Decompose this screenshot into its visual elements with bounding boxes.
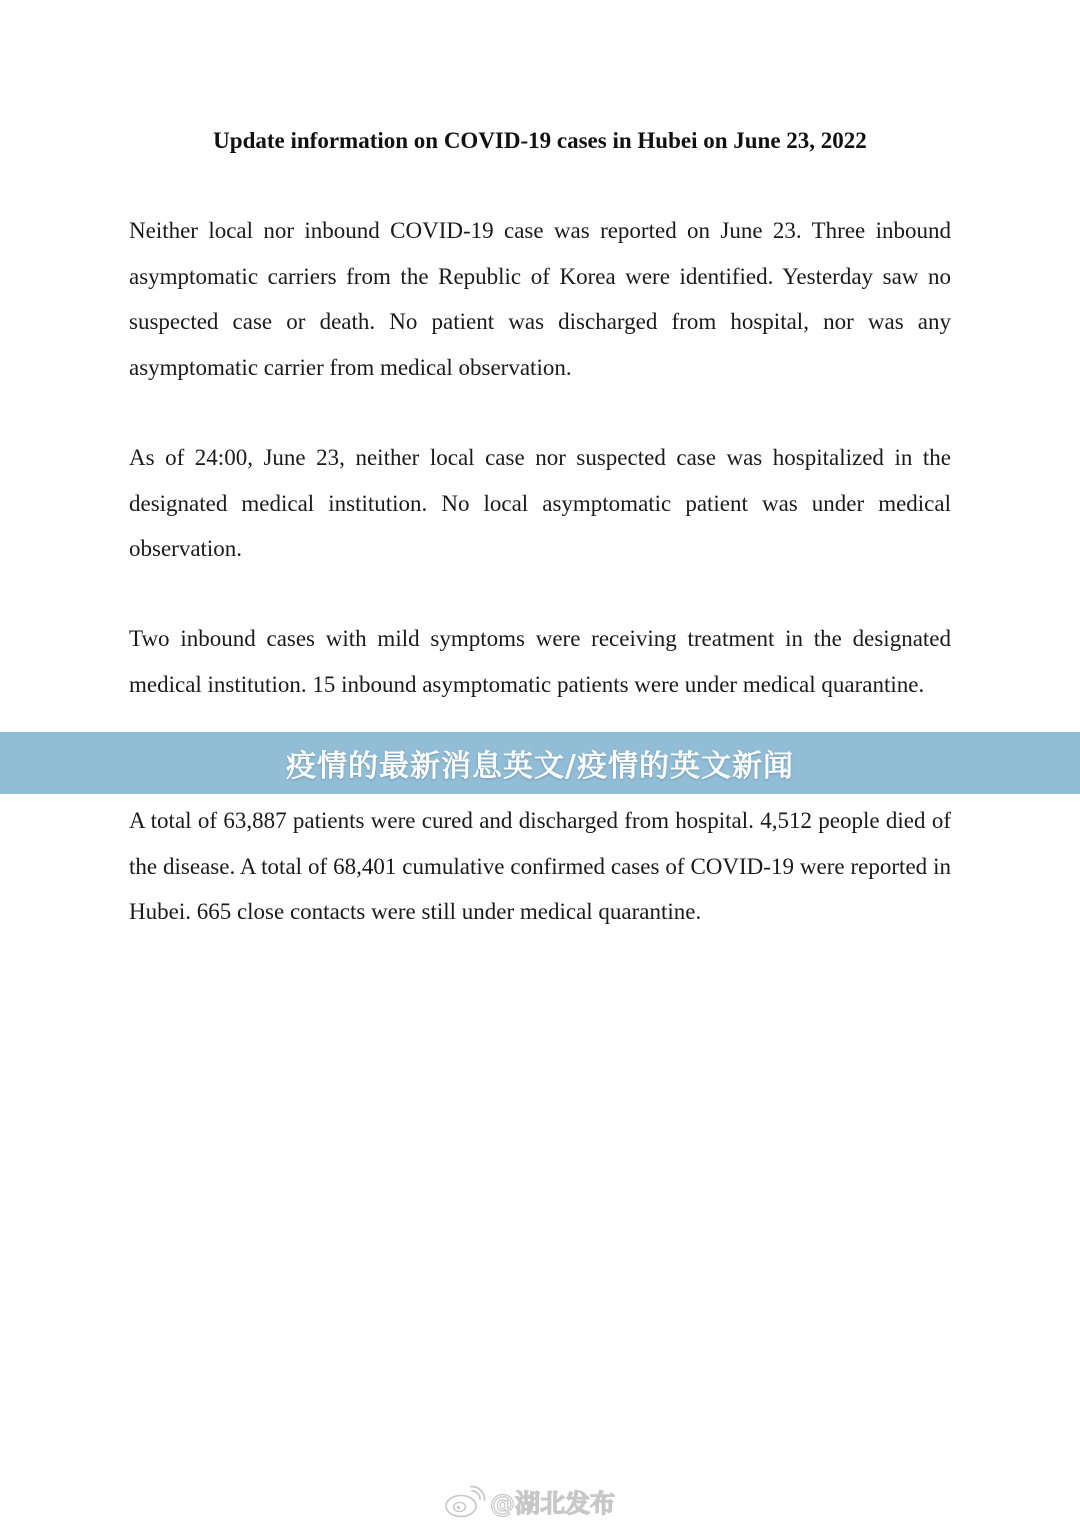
paragraph-inbound-treatment: Two inbound cases with mild symptoms were receiving treatment in the designated medical institution. 15 inbound asymptomatic patients were under medical quarantine. xyxy=(129,626,951,697)
weibo-icon xyxy=(444,1485,486,1519)
headline-banner xyxy=(0,732,1080,794)
document-title: Update information on COVID-19 cases in Hubei on June 23, 2022 xyxy=(213,128,867,153)
paragraph-hospitalized: As of 24:00, June 23, neither local case nor suspected case was hospitalized in the designated medical institution. No local asymptomatic patient was under medical observation. xyxy=(129,445,951,561)
paragraph-new-cases: Neither local nor inbound COVID-19 case was reported on June 23. Three inbound asymptomatic carriers from the Republic of Korea were identified. Yesterday saw no suspected case or death. No patient was discharged from hospital, nor was any asymptomatic carrier from medical observation. xyxy=(129,218,951,380)
watermark-text: @湖北发布 xyxy=(490,1489,616,1518)
paragraph-cumulative-totals: A total of 63,887 patients were cured and discharged from hospital. 4,512 people died of the disease. A total of 68,401 cumulative confirmed cases of COVID-19 were reported in Hubei. 665 close contacts were still under medical quarantine. xyxy=(129,808,951,924)
watermark xyxy=(444,1482,615,1522)
banner-title: 疫情的最新消息英文/疫情的英文新闻 xyxy=(286,749,794,784)
